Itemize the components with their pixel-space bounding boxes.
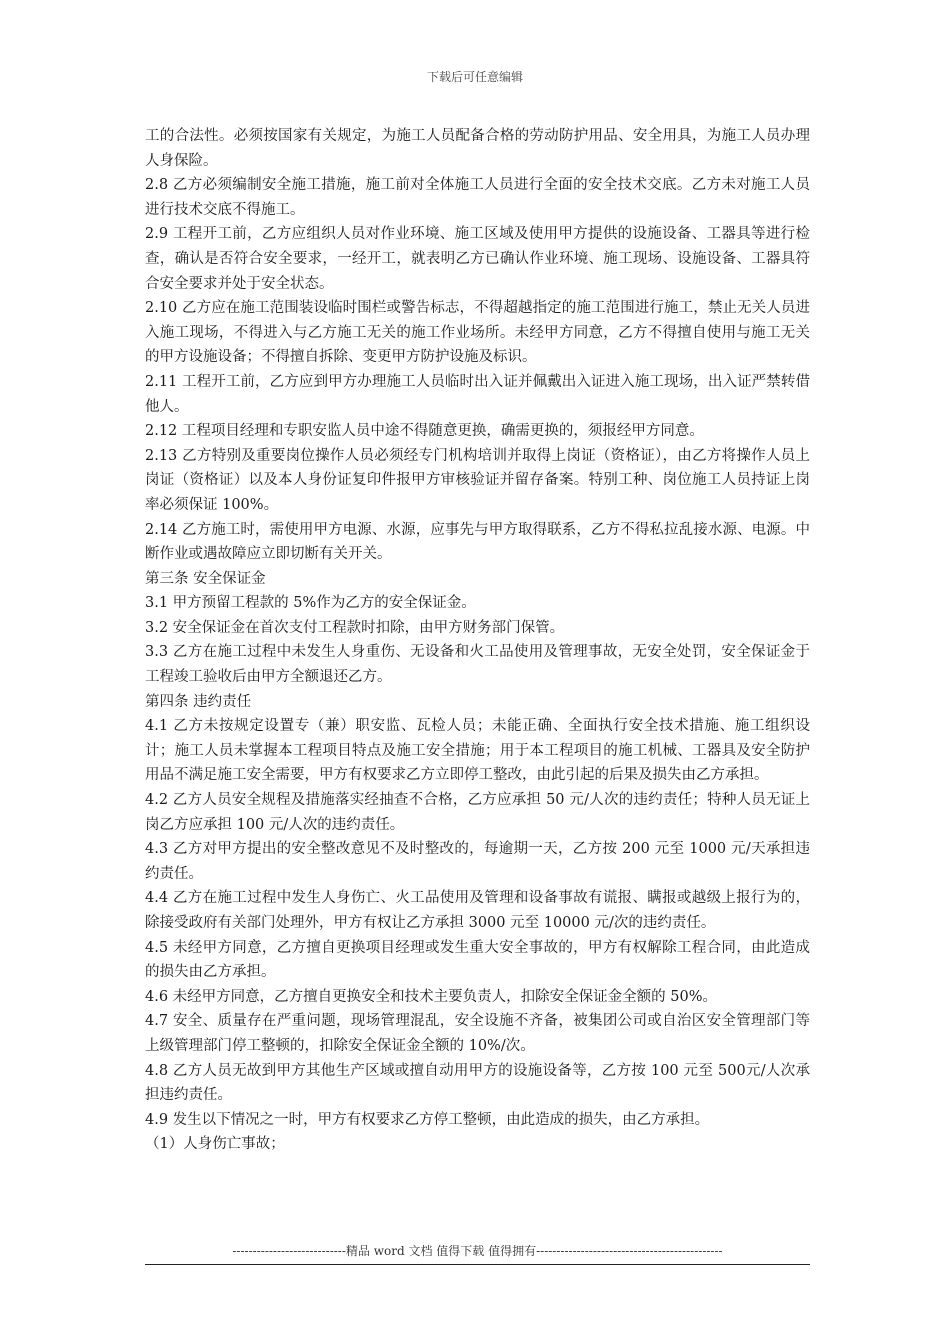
paragraph: 4.1 乙方未按规定设置专（兼）职安监、瓦检人员；未能正确、全面执行安全技术措施、施工组织设计；施工人员未掌握本工程项目特点及施工安全措施；用于本工程项目的施工机械、工器具及安全防护用品不满足施工安全需要，甲方有权要求乙方立即停工整改，由此引起的后果及损失由乙方承担。 [145, 718, 810, 784]
paragraph: 3.2 安全保证金在首次支付工程款时扣除，由甲方财务部门保管。 [145, 619, 565, 636]
section-heading: 第三条 安全保证金 [145, 570, 266, 587]
paragraph: 4.8 乙方人员无故到甲方其他生产区域或擅自动用甲方的设施设备等，乙方按 100 元至 500元/人次承担违约责任。 [145, 1062, 810, 1104]
paragraph: 2.14 乙方施工时，需使用甲方电源、水源，应事先与甲方取得联系，乙方不得私拉乱接水源、电源。中断作业或遇故障应立即切断有关开关。 [145, 521, 810, 563]
paragraph: 2.12 工程项目经理和专职安监人员中途不得随意更换，确需更换的，须报经甲方同意。 [145, 423, 704, 440]
paragraph: 4.2 乙方人员安全规程及措施落实经抽查不合格，乙方应承担 50 元/人次的违约责任；特种人员无证上岗乙方应承担 100 元/人次的违约责任。 [145, 792, 810, 833]
paragraph: 4.6 未经甲方同意，乙方擅自更换安全和技术主要负责人，扣除安全保证金全额的 50%。 [145, 988, 718, 1005]
paragraph: 2.13 乙方特别及重要岗位操作人员必须经专门机构培训并取得上岗证（资格证），由乙方将操作人员上岗证（资格证）以及本人身份证复印件报甲方审核验证并留存备案。特别工种、岗位施工人员持证上岗率必须保证 100%。 [145, 447, 810, 513]
paragraph: 2.10 乙方应在施工范围装设临时围栏或警告标志，不得超越指定的施工范围进行施工，禁止无关人员进入施工现场，不得进入与乙方施工无关的施工作业场所。未经甲方同意，乙方不得擅自使用与施工无关的甲方设施设备；不得擅自拆除、变更甲方防护设施及标识。 [145, 300, 810, 366]
document-body [145, 124, 810, 1157]
paragraph: 4.9 发生以下情况之一时，甲方有权要求乙方停工整顿，由此造成的损失，由乙方承担。 [145, 1111, 710, 1128]
page-footer [145, 1242, 810, 1265]
paragraph: 4.3 乙方对甲方提出的安全整改意见不及时整改的，每逾期一天，乙方按 200 元至 1000 元/天承担违约责任。 [145, 841, 810, 882]
section-heading: 第四条 违约责任 [145, 693, 252, 710]
paragraph: 2.11 工程开工前，乙方应到甲方办理施工人员临时出入证并佩戴出入证进入施工现场，出入证严禁转借他人。 [145, 373, 810, 415]
paragraph: 4.7 安全、质量存在严重问题，现场管理混乱，安全设施不齐备，被集团公司或自治区安全管理部门等上级管理部门停工整顿的，扣除安全保证金全额的 10%/次。 [145, 1013, 810, 1054]
paragraph: 2.9 工程开工前，乙方应组织人员对作业环境、施工区域及使用甲方提供的设施设备、工器具等进行检查，确认是否符合安全要求，一经开工，就表明乙方已确认作业环境、施工现场、设施设备、工器具符合安全要求并处于安全状态。 [145, 226, 810, 292]
paragraph: 4.4 乙方在施工过程中发生人身伤亡、火工品使用及管理和设备事故有谎报、瞒报或越级上报行为的，除接受政府有关部门处理外，甲方有权让乙方承担 3000 元至 10000 元/次的违约责任。 [145, 890, 810, 931]
paragraph: 3.3 乙方在施工过程中未发生人身重伤、无设备和火工品使用及管理事故，无安全处罚，安全保证金于工程竣工验收后由甲方全额退还乙方。 [145, 644, 810, 686]
footer-divider [145, 1264, 810, 1265]
list-item: （1）人身伤亡事故； [145, 1136, 285, 1153]
paragraph: 2.8 乙方必须编制安全施工措施，施工前对全体施工人员进行全面的安全技术交底。乙方未对施工人员进行技术交底不得施工。 [145, 177, 810, 218]
paragraph: 工的合法性。必须按国家有关规定，为施工人员配备合格的劳动防护用品、安全用具，为施工人员办理人身保险。 [145, 128, 810, 169]
page-header: 下载后可任意编辑 [426, 70, 523, 84]
paragraph: 4.5 未经甲方同意，乙方擅自更换项目经理或发生重大安全事故的，甲方有权解除工程合同，由此造成的损失由乙方承担。 [145, 939, 810, 981]
footer-text: ----------------------------精品 word 文档 值得下载 值得拥有---------------------------------------------- [232, 1244, 723, 1258]
paragraph: 3.1 甲方预留工程款的 5%作为乙方的安全保证金。 [145, 595, 476, 612]
